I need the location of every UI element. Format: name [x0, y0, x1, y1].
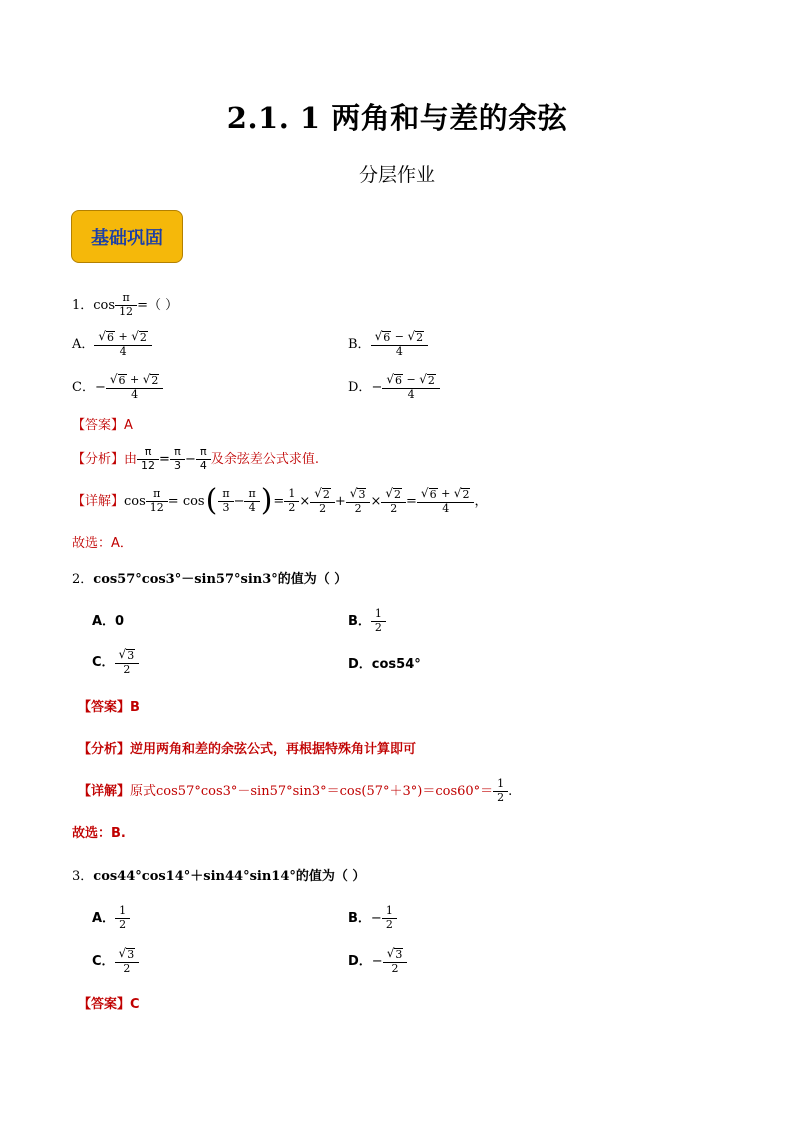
q3-option-c: C． √ 3 2 [92, 947, 139, 975]
question-number: 1． [72, 297, 94, 313]
q1-analysis: 【分析】 由 $\frac{\pi}{12}$ = $\frac{\pi}{3}$ − $\frac{\pi}{4}$ 及余弦差公式求值. [72, 445, 319, 472]
page-title: 2.1. 1 两角和与差的余弦 [226, 101, 568, 135]
q1-option-d: D． − √ 6 − √ 2 4 [348, 373, 440, 401]
q2-option-c: C． √ 3 2 [92, 648, 139, 676]
question-1-stem: 1． cos $\frac{\pi}{12}$ = （ ） [72, 291, 179, 318]
q2-choice: 故选：B. [72, 826, 126, 841]
q3-option-a: A． $\frac{1}{2}$ [92, 905, 130, 931]
q3-option-b: B． − $\frac{1}{2}$ [348, 905, 397, 931]
page-subtitle: 分层作业 [358, 164, 435, 186]
q2-option-d: D．cos54° [348, 657, 421, 672]
q1-answer: 【答案】 A [72, 418, 133, 433]
q3-answer: 【答案】C [78, 997, 140, 1012]
q1-option-a: A． √ 6 + √ 2 4 [72, 330, 152, 358]
q1-option-c: C． − √ 6 + √ 2 4 [72, 373, 163, 401]
q2-answer: 【答案】B [78, 700, 140, 715]
q1-detail: 【详解】 cos $\frac{\pi}{12}$ = cos ( $\frac{\pi}{3}$ − $\frac{\pi}{4}$ ) = $\frac{1}{2}$ × √ 2 2 + √ 3 2 × √ 2 2 = √ 6 + √ 2 4 ， [72, 483, 488, 518]
q1-choice: 故选： A． [72, 536, 133, 551]
q2-option-a: A．0 [92, 614, 125, 629]
q1-option-b: B． √ 6 − √ 2 4 [348, 330, 428, 358]
q3-option-d: D． − √ 3 2 [348, 947, 407, 975]
q2-analysis: 【分析】逆用两角和差的余弦公式，再根据特殊角计算即可 [78, 742, 417, 757]
q2-detail: 【详解】 原式cos57°cos3°－sin57°sin3°＝cos(57°＋3°)＝cos60°＝ $\frac{1}{2}$ . [78, 777, 513, 804]
question-2-stem: 2． cos57°cos3°－sin57°sin3°的值为（ ） [72, 572, 348, 587]
section-badge: 基础巩固 [71, 210, 183, 263]
q2-option-b: B． $\frac{1}{2}$ [348, 608, 386, 634]
answer-paren: （ ） [147, 297, 179, 313]
question-3-stem: 3． cos44°cos14°＋sin44°sin14°的值为（ ） [72, 869, 366, 884]
